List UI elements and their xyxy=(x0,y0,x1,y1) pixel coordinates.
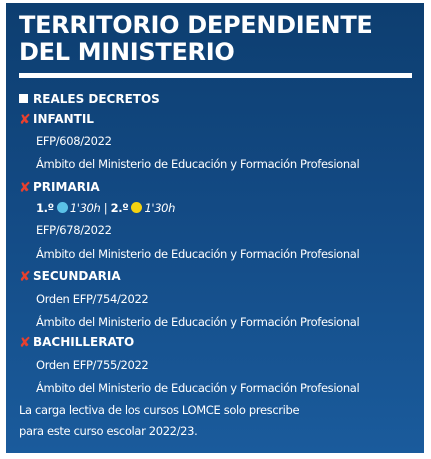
first-course-label: 1.º xyxy=(36,201,54,215)
primaria-hours xyxy=(36,200,175,216)
panel-title xyxy=(19,12,419,66)
hours-separator: | xyxy=(103,201,108,215)
cross-mark-icon: ✘ xyxy=(19,112,31,128)
decree-scope: Ámbito del Ministerio de Educación y Formación Profesional xyxy=(36,157,360,171)
first-course-time: 1'30h xyxy=(69,201,101,215)
level-bachillerato xyxy=(19,334,134,351)
level-secundaria xyxy=(19,268,121,285)
level-infantil xyxy=(19,111,94,128)
level-label: INFANTIL xyxy=(33,112,94,126)
decree-scope: Ámbito del Ministerio de Educación y Formación Profesional xyxy=(36,247,360,261)
cross-mark-icon: ✘ xyxy=(19,269,31,285)
yellow-dot-icon xyxy=(131,202,142,213)
footnote-line-2: para este curso escolar 2022/23. xyxy=(19,424,198,438)
decree-reference: Orden EFP/754/2022 xyxy=(36,292,149,306)
square-bullet-icon xyxy=(19,94,28,103)
info-panel xyxy=(6,3,424,453)
title-line-1: TERRITORIO DEPENDIENTE xyxy=(19,11,373,39)
title-divider xyxy=(19,73,412,78)
level-label: BACHILLERATO xyxy=(33,335,135,349)
title-line-2: DEL MINISTERIO xyxy=(19,38,235,66)
level-label: PRIMARIA xyxy=(33,180,100,194)
cross-mark-icon: ✘ xyxy=(19,180,31,196)
level-label: SECUNDARIA xyxy=(33,269,121,283)
decree-reference: Orden EFP/755/2022 xyxy=(36,358,149,372)
level-primaria xyxy=(19,179,100,196)
footnote-line-1: La carga lectiva de los cursos LOMCE solo prescribe xyxy=(19,403,300,417)
section-title: REALES DECRETOS xyxy=(33,92,160,106)
second-course-label: 2.º xyxy=(110,201,129,215)
decree-scope: Ámbito del Ministerio de Educación y Formación Profesional xyxy=(36,381,360,395)
decree-scope: Ámbito del Ministerio de Educación y Formación Profesional xyxy=(36,315,360,329)
blue-dot-icon xyxy=(57,202,68,213)
second-course-time: 1'30h xyxy=(144,201,176,215)
decree-reference: EFP/678/2022 xyxy=(36,223,112,237)
section-heading xyxy=(19,91,160,107)
decree-reference: EFP/608/2022 xyxy=(36,134,112,148)
cross-mark-icon: ✘ xyxy=(19,335,31,351)
